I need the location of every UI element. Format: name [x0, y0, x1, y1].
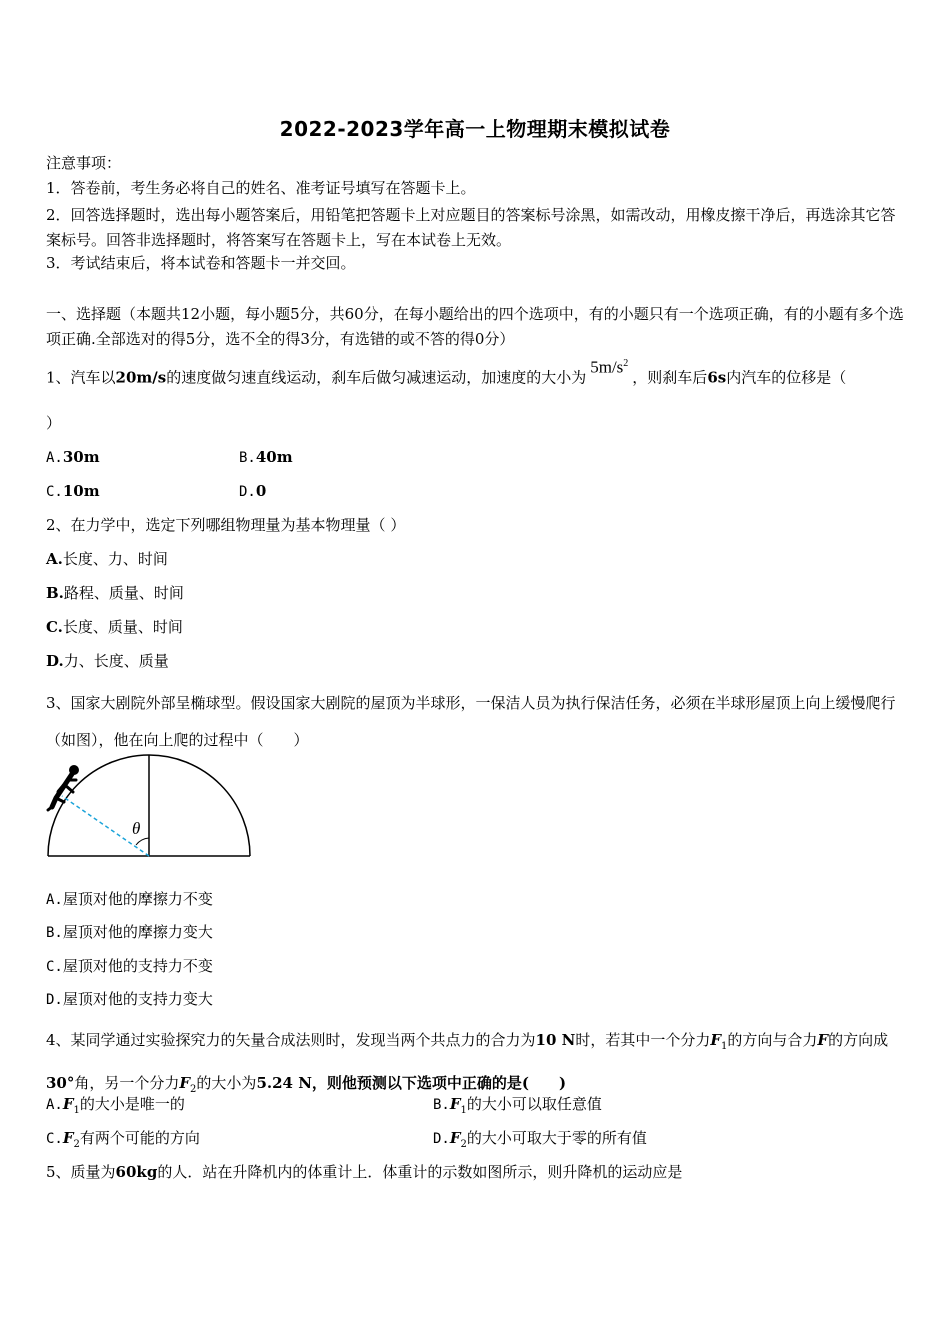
q4-resultant: 10 N: [535, 1031, 576, 1049]
q1-time: 6s: [707, 368, 727, 387]
notice-heading: 注意事项：: [46, 154, 122, 172]
question-4: 4、某同学通过实验探究力的矢量合成法则时，发现当两个共点力的合力为10 N时，若其中一个分力$F_1$的方向与合力F的方向成30°角，另一个分力$F_2$的大小为5.24 N，则他预测以下选项中正确的是( ): [46, 1031, 889, 1095]
section-heading: 一、选择题（本题共12小题，每小题5分，共60分，在每小题给出的四个选项中，有的小题只有一个选项正确，有的小题有多个选项正确.全部选对的得5分，选不全的得3分，有选错的或不答的得0分）: [46, 305, 904, 348]
q4-option-a[interactable]: $A.F_1$的大小是唯一的: [46, 1095, 185, 1116]
q1-speed: 20m/s: [115, 368, 167, 387]
question-3: 3、国家大剧院外部呈椭球型。假设国家大剧院的屋顶为半球形，一保洁人员为执行保洁任务，必须在半球形屋顶上向上缓慢爬行（如图），他在向上爬的过程中（ ）: [46, 694, 896, 749]
q5-mass: 60kg: [115, 1163, 158, 1181]
q1-text-d: 内汽车的位移是（: [726, 368, 847, 387]
q2-option-a[interactable]: A.长度、力、时间: [46, 550, 168, 568]
notice-item-3: 3．考试结束后，将本试卷和答题卡一并交回。: [46, 254, 356, 272]
question-5: 5、质量为60kg的人．站在升降机内的体重计上．体重计的示数如图所示，则升降机的运动应是: [46, 1163, 683, 1181]
q2-option-c[interactable]: C.长度、质量、时间: [46, 618, 183, 636]
q1-option-d[interactable]: D.0: [239, 482, 267, 500]
q2-option-d[interactable]: D.力、长度、质量: [46, 652, 169, 670]
q3-option-d[interactable]: D.屋顶对他的支持力变大: [46, 990, 213, 1008]
q1-option-b[interactable]: B.40m: [239, 448, 293, 466]
q1-option-c[interactable]: C.10m: [46, 482, 100, 500]
theta-label: θ: [132, 819, 141, 838]
q1-acceleration: $5m/s^2$: [590, 357, 629, 377]
q1-text-c: ，则刹车后: [632, 368, 708, 387]
q1-text-b: 的速度做匀速直线运动，刹车后做匀减速运动，加速度的大小为: [166, 368, 587, 387]
q2-option-b[interactable]: B.路程、质量、时间: [46, 584, 184, 602]
q4-option-b[interactable]: $B.F_1$的大小可以取任意值: [433, 1095, 602, 1116]
question-2: 2、在力学中，选定下列哪组物理量为基本物理量（ ）: [46, 516, 406, 534]
page-title: 2022-2023学年高一上物理期末模拟试卷: [279, 117, 671, 141]
q3-option-b[interactable]: B.屋顶对他的摩擦力变大: [46, 923, 213, 941]
notice-item-1: 1．答卷前，考生务必将自己的姓名、准考证号填写在答题卡上。: [46, 179, 476, 197]
notice-item-2: 2．回答选择题时，选出每小题答案后，用铅笔把答题卡上对应题目的答案标号涂黑，如需改动，用橡皮擦干净后，再选涂其它答案标号。回答非选择题时，将答案写在答题卡上，写在本试卷上无效。: [46, 206, 896, 249]
q4-option-c[interactable]: $C.F_2$有两个可能的方向: [46, 1129, 200, 1150]
hemisphere-roof-figure: [42, 752, 256, 862]
q4-f2-value: 5.24 N: [256, 1074, 312, 1092]
q4-option-d[interactable]: $D.F_2$的大小可取大于零的所有值: [433, 1129, 647, 1150]
q3-option-a[interactable]: A.屋顶对他的摩擦力不变: [46, 890, 213, 908]
q4-angle: 30°: [46, 1074, 75, 1092]
q1-text-a: 1、汽车以: [46, 368, 116, 387]
angle-arc: [136, 838, 149, 845]
q1-option-a[interactable]: A.30m: [46, 448, 100, 466]
q1-close-paren: ）: [46, 414, 62, 432]
question-1: [46, 357, 847, 388]
q3-option-c[interactable]: C.屋顶对他的支持力不变: [46, 957, 213, 975]
